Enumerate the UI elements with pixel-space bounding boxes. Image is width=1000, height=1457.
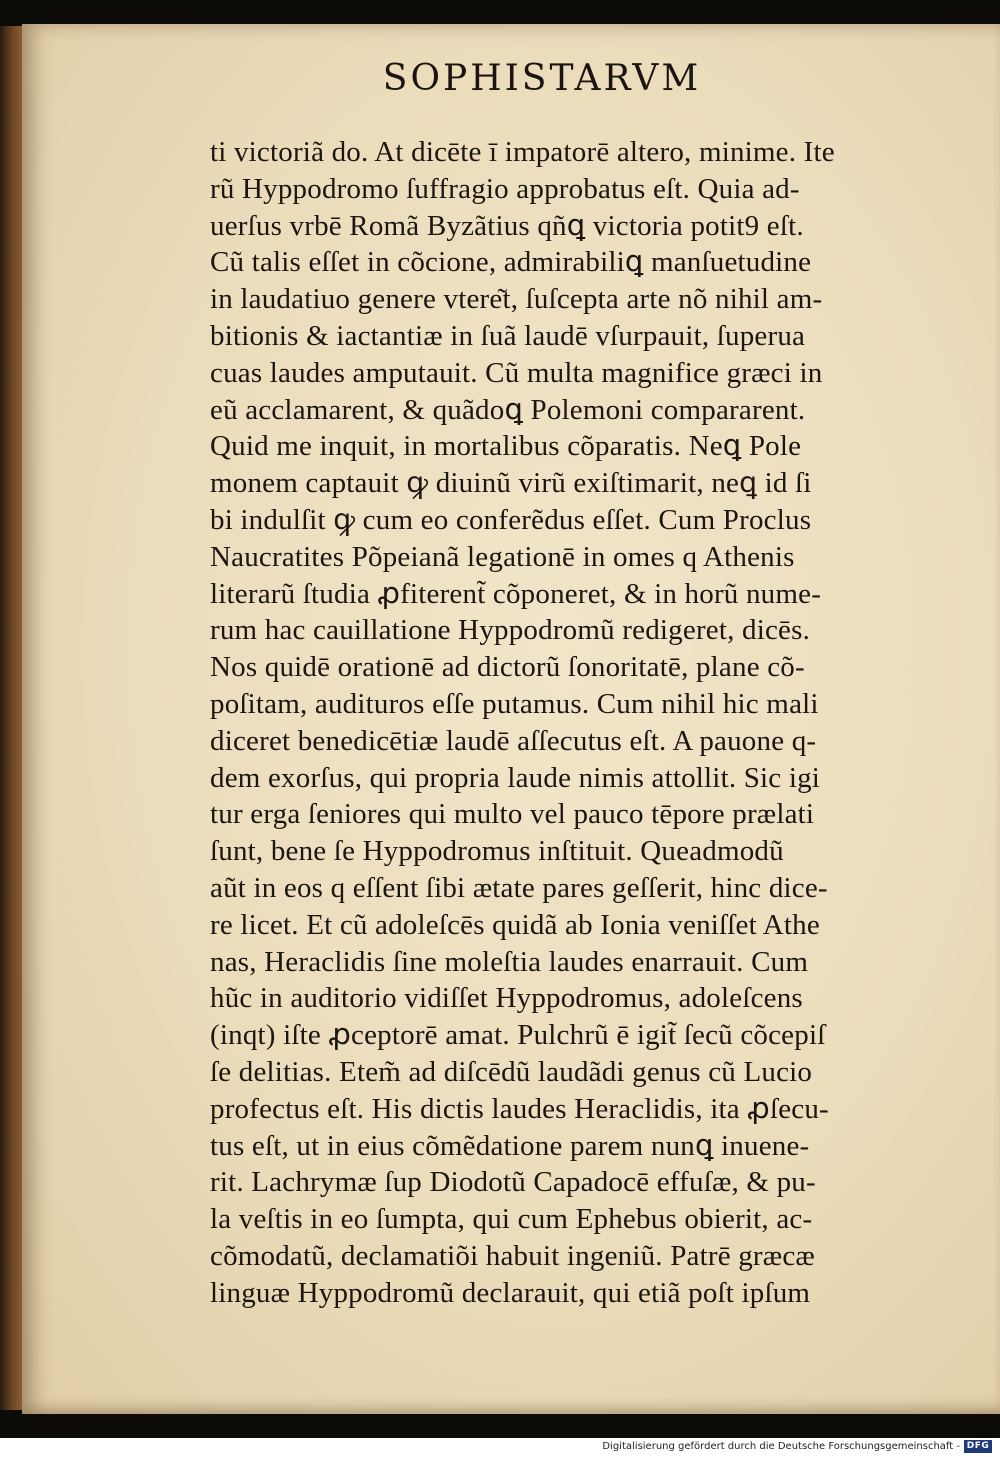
dfg-credit-text: Digitalisierung gefördert durch die Deutsche Forschungsgemeinschaft - <box>602 1441 960 1452</box>
text-line-13: literarũ ſtudia ꝓfiterent̃ cõponeret, & in horũ nume- <box>210 577 822 610</box>
text-line-19: tur erga ſeniores qui multo vel pauco tēpore prælati <box>210 798 815 831</box>
text-line-4: Cũ talis eſſet in cõcione, admirabiliꝗ manſuetudine <box>210 246 812 279</box>
book-page <box>22 24 1000 1414</box>
text-block <box>210 134 940 1312</box>
text-line-11: bi indulſit ꝙ cum eo conferẽdus eſſet. Cum Proclus <box>210 503 812 536</box>
text-line-27: profectus eſt. His dictis laudes Heraclidis, ita ꝓſecu- <box>210 1092 829 1125</box>
text-line-25: (inqt) iſte ꝓceptorē amat. Pulchrũ ē igit̃ ſecũ cõcepiſ <box>210 1019 826 1052</box>
text-line-26: ſe delitias. Etem̃ ad diſcēdũ laudãdi genus cũ Lucio <box>210 1055 813 1088</box>
text-line-30: la veſtis in eo ſumpta, qui cum Ephebus obierit, ac- <box>210 1203 813 1236</box>
text-line-2: rũ Hyppodromo ſuffragio approbatus eſt. Quia ad- <box>210 172 800 205</box>
text-line-16: poſitam, audituros eſſe putamus. Cum nihil hic mali <box>210 687 819 720</box>
text-line-15: Nos quidē orationē ad dictorũ ſonoritatē, plane cõ- <box>210 651 805 684</box>
text-line-22: re licet. Et cũ adoleſcēs quidã ab Ionia veniſſet Athe <box>210 908 820 941</box>
text-line-6: bitionis & iactantiæ in ſuã laudē vſurpauit, ſuperua <box>210 319 806 352</box>
text-line-31: cõmodatũ, declamatiõi habuit ingeniũ. Patrē græcæ <box>210 1239 815 1272</box>
text-line-28: tus eſt, ut in eius cõmẽdatione parem nunꝗ inuene- <box>210 1129 810 1162</box>
text-line-24: hũc in auditorio vidiſſet Hyppodromus, adoleſcens <box>210 982 803 1015</box>
text-line-32: linguæ Hyppodromũ declarauit, qui etiã poſt ipſum <box>210 1276 811 1309</box>
text-line-1: ti victoriã do. At dicēte ī impatorē altero, minime. Ite <box>210 136 835 168</box>
dfg-logo: DFG <box>964 1440 992 1453</box>
text-line-23: nas, Heraclidis ſine moleſtia laudes enarrauit. Cum <box>210 945 809 978</box>
text-line-9: Quid me inquit, in mortalibus cõparatis. Neꝗ Pole <box>210 430 802 463</box>
text-line-18: dem exorſus, qui propria laude nimis attollit. Sic igi <box>210 761 821 794</box>
text-line-29: rit. Lachrymæ ſup Diodotũ Capadocē effuſæ, & pu- <box>210 1166 816 1199</box>
text-line-12: Naucratites Põpeianã legationē in omes q Athenis <box>210 540 795 573</box>
text-line-7: cuas laudes amputauit. Cũ multa magnifice græci in <box>210 356 823 389</box>
text-line-8: eũ acclamarent, & quãdoꝗ Polemoni compararent. <box>210 393 806 426</box>
text-line-17: diceret benedicētiæ laudē aſſecutus eſt. A pauone q- <box>210 724 817 757</box>
text-line-10: monem captauit ꝙ diuinũ virũ exiſtimarit, neꝗ id ſi <box>210 467 812 500</box>
text-line-20: ſunt, bene ſe Hyppodromus inſtituit. Queadmodũ <box>210 835 784 868</box>
text-line-3: uerſus vrbē Romã Byzãtius qñꝗ victoria potit9 eſt. <box>210 209 804 242</box>
footer-bar <box>0 1438 1000 1457</box>
text-line-21: aũt in eos q eſſent ſibi ætate pares geſſerit, hinc dice- <box>210 871 828 904</box>
text-line-5: in laudatiuo genere vtere͂t, ſuſcepta arte nõ nihil am- <box>210 283 823 316</box>
text-line-14: rum hac cauillatione Hyppodromũ redigeret, dicēs. <box>210 614 811 647</box>
running-head: SOPHISTARVM <box>382 58 702 99</box>
